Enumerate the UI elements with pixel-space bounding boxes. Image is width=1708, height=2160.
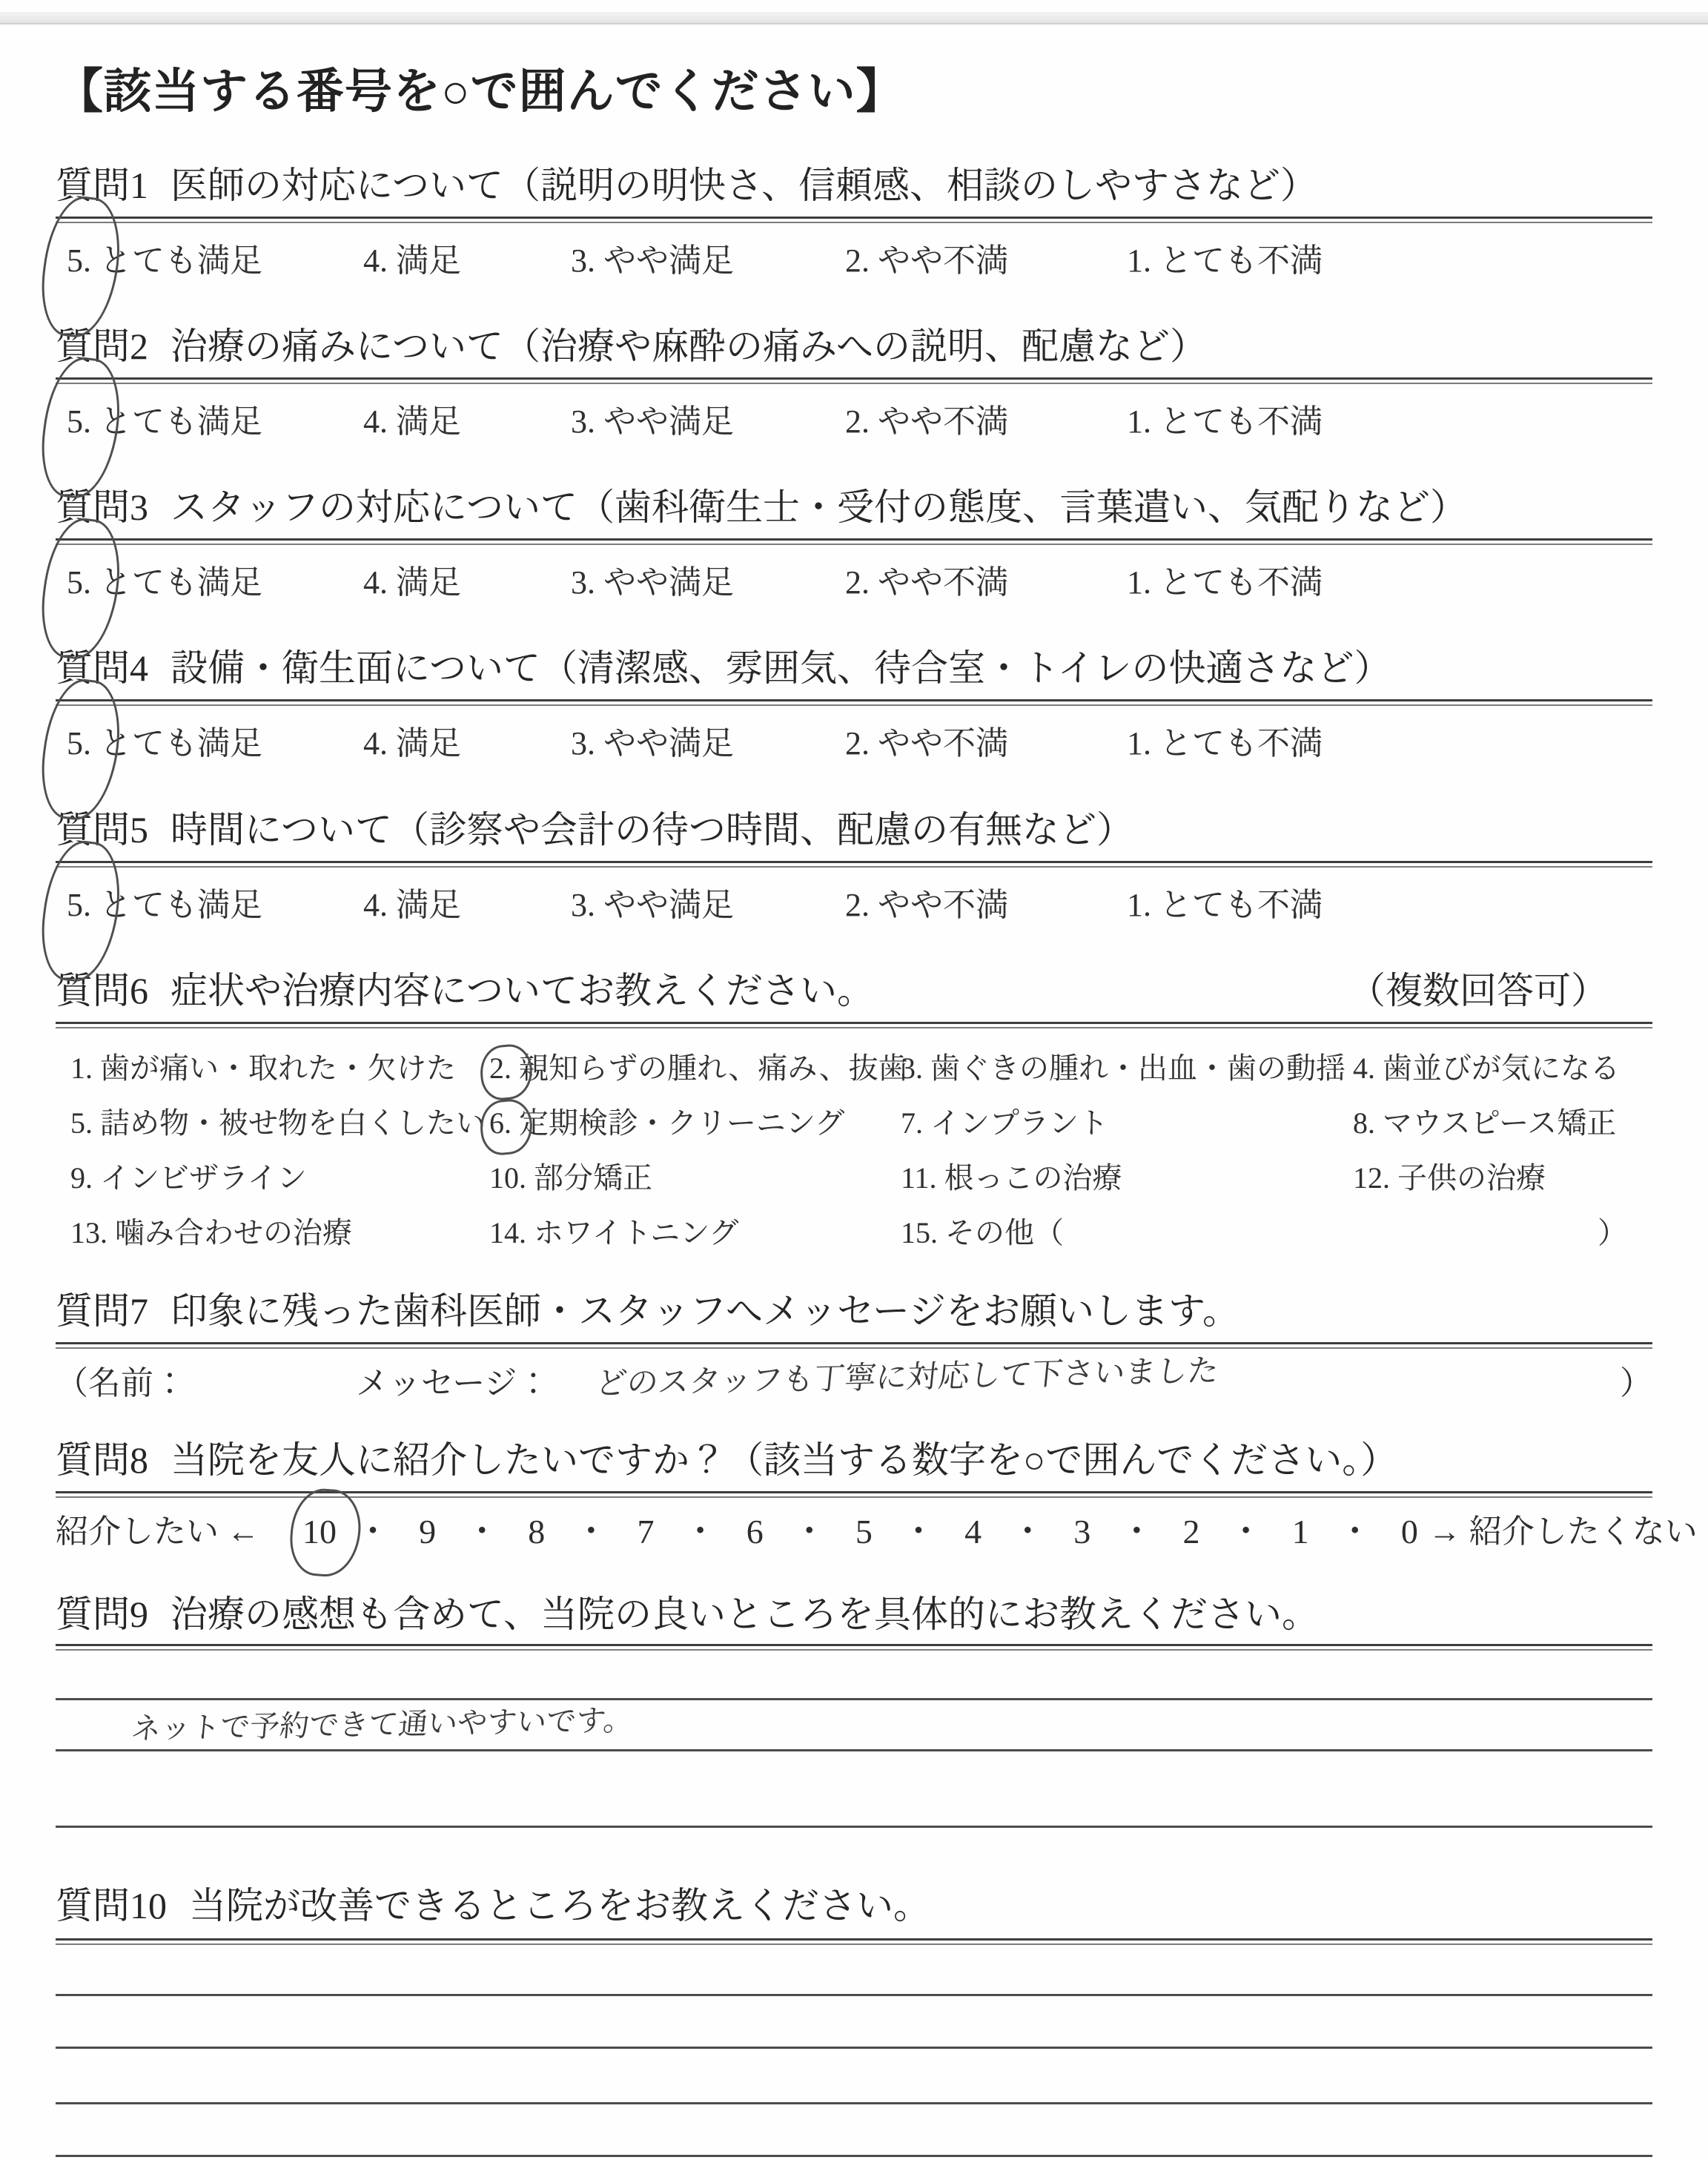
question-3-heading [56, 484, 1652, 531]
q6-item-15: 15. その他（ [901, 1216, 1064, 1250]
q6-item-12: 12. 子供の治療 [1353, 1161, 1546, 1195]
question-1-option-5 [56, 240, 363, 282]
q6-item-13: 13. 噛み合わせの治療 [70, 1216, 352, 1250]
question-2-option-5 [56, 400, 363, 443]
q6-item-10: 10. 部分矯正 [489, 1161, 652, 1195]
question-5-option-1: 1. とても不満 [1127, 886, 1323, 923]
q10-answer-line-4 [56, 2104, 1652, 2157]
question-4 [56, 645, 1652, 764]
question-2-option-1: 1. とても不満 [1127, 403, 1323, 440]
question-2-option-2: 2. やや不満 [845, 403, 1008, 440]
question-5-option-5 [56, 884, 363, 926]
q10-answer-line-3 [56, 2049, 1652, 2104]
q6-item-8: 8. マウスピース矯正 [1353, 1106, 1617, 1140]
question-7-number: 質問7 [56, 1289, 148, 1332]
question-4-option-1: 1. とても不満 [1127, 725, 1323, 762]
question-3-option-3: 3. やや満足 [571, 564, 734, 601]
question-3 [56, 484, 1652, 604]
question-9-label: 治療の感想も含めて、当院の良いところを具体的にお教えください。 [171, 1593, 1319, 1635]
q8-score-10 [302, 1510, 337, 1554]
question-6-separator [56, 1022, 1652, 1028]
q10-answer-line-1 [56, 1945, 1652, 1996]
q6-item-2 [489, 1045, 908, 1087]
q6-item-11: 11. 根っこの治療 [901, 1161, 1122, 1195]
question-5-number: 質問5 [56, 808, 148, 851]
q6-item-7: 7. インプラント [901, 1106, 1108, 1140]
question-7-label: 印象に残った歯科医師・スタッフへメッセージをお願いします。 [171, 1289, 1239, 1332]
question-1-label: 医師の対応について（説明の明快さ、信頼感、相談のしやすさなど） [171, 164, 1317, 206]
q7-name-label: （名前： [56, 1364, 186, 1401]
question-1-option-4: 4. 満足 [363, 242, 461, 279]
question-4-options [56, 722, 1652, 764]
q9-answer-line-2 [56, 1700, 1652, 1751]
question-9-number: 質問9 [56, 1593, 148, 1635]
q6-item-14: 14. ホワイトニング [489, 1216, 739, 1250]
question-5-label: 時間について（診察や会計の待つ時間、配慮の有無など） [171, 808, 1133, 851]
question-8-separator [56, 1491, 1652, 1498]
question-8-number: 質問8 [56, 1439, 148, 1481]
q7-close-paren: ） [1620, 1364, 1652, 1401]
question-4-option-3: 3. やや満足 [571, 725, 734, 762]
question-1 [56, 162, 1652, 282]
question-8 [56, 1437, 1698, 1554]
question-1-number: 質問1 [56, 164, 148, 206]
question-4-heading [56, 645, 1652, 692]
form-title: 【該当する番号を○で囲んでください】 [56, 65, 904, 118]
question-1-separator [56, 217, 1652, 223]
question-2-heading [56, 323, 1652, 370]
question-10-heading [56, 1883, 1652, 1929]
question-3-option-2: 2. やや不満 [845, 564, 1008, 601]
q10-answer-line-2 [56, 1996, 1652, 2049]
q8-score-10-label: 10 [302, 1512, 337, 1550]
question-6-note: （複数回答可） [1348, 969, 1608, 1011]
question-4-number: 質問4 [56, 647, 148, 690]
question-10-number: 質問10 [56, 1884, 167, 1926]
question-3-option-5-label: 5. とても満足 [67, 564, 262, 601]
question-3-options [56, 561, 1652, 604]
question-9-heading [56, 1591, 1652, 1638]
question-2-option-3: 3. やや満足 [571, 403, 734, 440]
question-5-option-5-label: 5. とても満足 [67, 886, 262, 923]
question-2-options [56, 400, 1652, 443]
question-5-option-2: 2. やや不満 [845, 886, 1008, 923]
question-5-option-3: 3. やや満足 [571, 886, 734, 923]
question-5-option-4: 4. 満足 [363, 886, 461, 923]
question-1-option-5-label: 5. とても満足 [67, 242, 262, 279]
q9-answer-line-3 [56, 1751, 1652, 1828]
question-4-option-5 [56, 722, 363, 764]
question-5-separator [56, 861, 1652, 868]
q6-item-15-close-paren: ） [1598, 1216, 1627, 1250]
question-1-option-2: 2. やや不満 [845, 242, 1008, 279]
question-10 [56, 1883, 1652, 2157]
q6-item-6-label: 6. 定期検診・クリーニング [489, 1106, 845, 1140]
question-1-heading [56, 162, 1652, 209]
question-5-heading [56, 807, 1652, 853]
question-4-separator [56, 699, 1652, 706]
question-3-label: スタッフの対応について（歯科衛生士・受付の態度、言葉遣い、気配りなど） [171, 486, 1467, 529]
question-6 [56, 968, 1652, 1258]
question-1-options [56, 240, 1652, 282]
q9-answer-line-1 [56, 1651, 1652, 1700]
question-4-option-5-label: 5. とても満足 [67, 725, 262, 762]
question-6-heading [56, 968, 1652, 1014]
question-5 [56, 807, 1652, 926]
question-1-option-1: 1. とても不満 [1127, 242, 1323, 279]
q6-item-4: 4. 歯並びが気になる [1353, 1051, 1620, 1086]
q6-item-3: 3. 歯ぐきの腫れ・出血・歯の動揺 [901, 1051, 1345, 1086]
q8-left-label: 紹介したい ← [56, 1513, 259, 1550]
question-3-separator [56, 538, 1652, 545]
question-2-number: 質問2 [56, 325, 148, 367]
q7-handwritten-message: どのスタッフも丁寧に対応して下さいました [594, 1352, 1221, 1401]
question-7-separator [56, 1342, 1652, 1349]
q9-handwritten-answer: ネットで予約できて通いやすいです。 [130, 1702, 635, 1746]
question-5-options [56, 884, 1652, 926]
question-1-option-3: 3. やや満足 [571, 242, 734, 279]
question-2-option-5-label: 5. とても満足 [67, 403, 262, 440]
question-3-option-1: 1. とても不満 [1127, 564, 1323, 601]
question-7 [56, 1288, 1652, 1404]
question-9-separator [56, 1644, 1652, 1651]
question-6-items [56, 1039, 1652, 1258]
question-3-number: 質問3 [56, 486, 148, 529]
question-6-label: 症状や治療内容についてお教えください。 [171, 969, 874, 1011]
q7-message-label: メッセージ： [356, 1364, 550, 1401]
scan-artifact-bar [0, 12, 1708, 24]
question-8-scale-row [56, 1510, 1698, 1554]
question-9 [56, 1591, 1652, 1828]
question-10-label: 当院が改善できるところをお教えください。 [189, 1884, 930, 1926]
question-2 [56, 323, 1652, 443]
q6-item-6 [489, 1100, 901, 1142]
question-2-label: 治療の痛みについて（治療や麻酔の痛みへの説明、配慮など） [171, 325, 1207, 367]
q6-item-1: 1. 歯が痛い・取れた・欠けた [70, 1051, 456, 1086]
question-4-option-4: 4. 満足 [363, 725, 461, 762]
q8-right-label: → 紹介したくない [1428, 1513, 1698, 1550]
question-4-option-2: 2. やや不満 [845, 725, 1008, 762]
question-6-number: 質問6 [56, 969, 148, 1011]
question-8-heading [56, 1437, 1652, 1484]
q8-scale-numbers: ・ 9 ・ 8 ・ 7 ・ 6 ・ 5 ・ 4 ・ 3 ・ 2 ・ 1 ・ 0 [356, 1512, 1429, 1550]
question-8-label: 当院を友人に紹介したいですか？（該当する数字を○で囲んでください。） [171, 1439, 1398, 1481]
question-3-option-4: 4. 満足 [363, 564, 461, 601]
question-7-answer-row [56, 1352, 1652, 1404]
question-4-label: 設備・衛生面について（清潔感、雰囲気、待合室・トイレの快適さなど） [171, 647, 1391, 690]
question-2-option-4: 4. 満足 [363, 403, 461, 440]
question-3-option-5 [56, 561, 363, 604]
question-7-heading [56, 1288, 1652, 1335]
q6-item-5: 5. 詰め物・被せ物を白くしたい [70, 1106, 486, 1140]
question-2-separator [56, 377, 1652, 384]
q6-item-9: 9. インビザライン [70, 1161, 307, 1195]
q6-item-2-label: 2. 親知らずの腫れ、痛み、抜歯 [489, 1051, 908, 1086]
question-10-separator [56, 1938, 1652, 1945]
